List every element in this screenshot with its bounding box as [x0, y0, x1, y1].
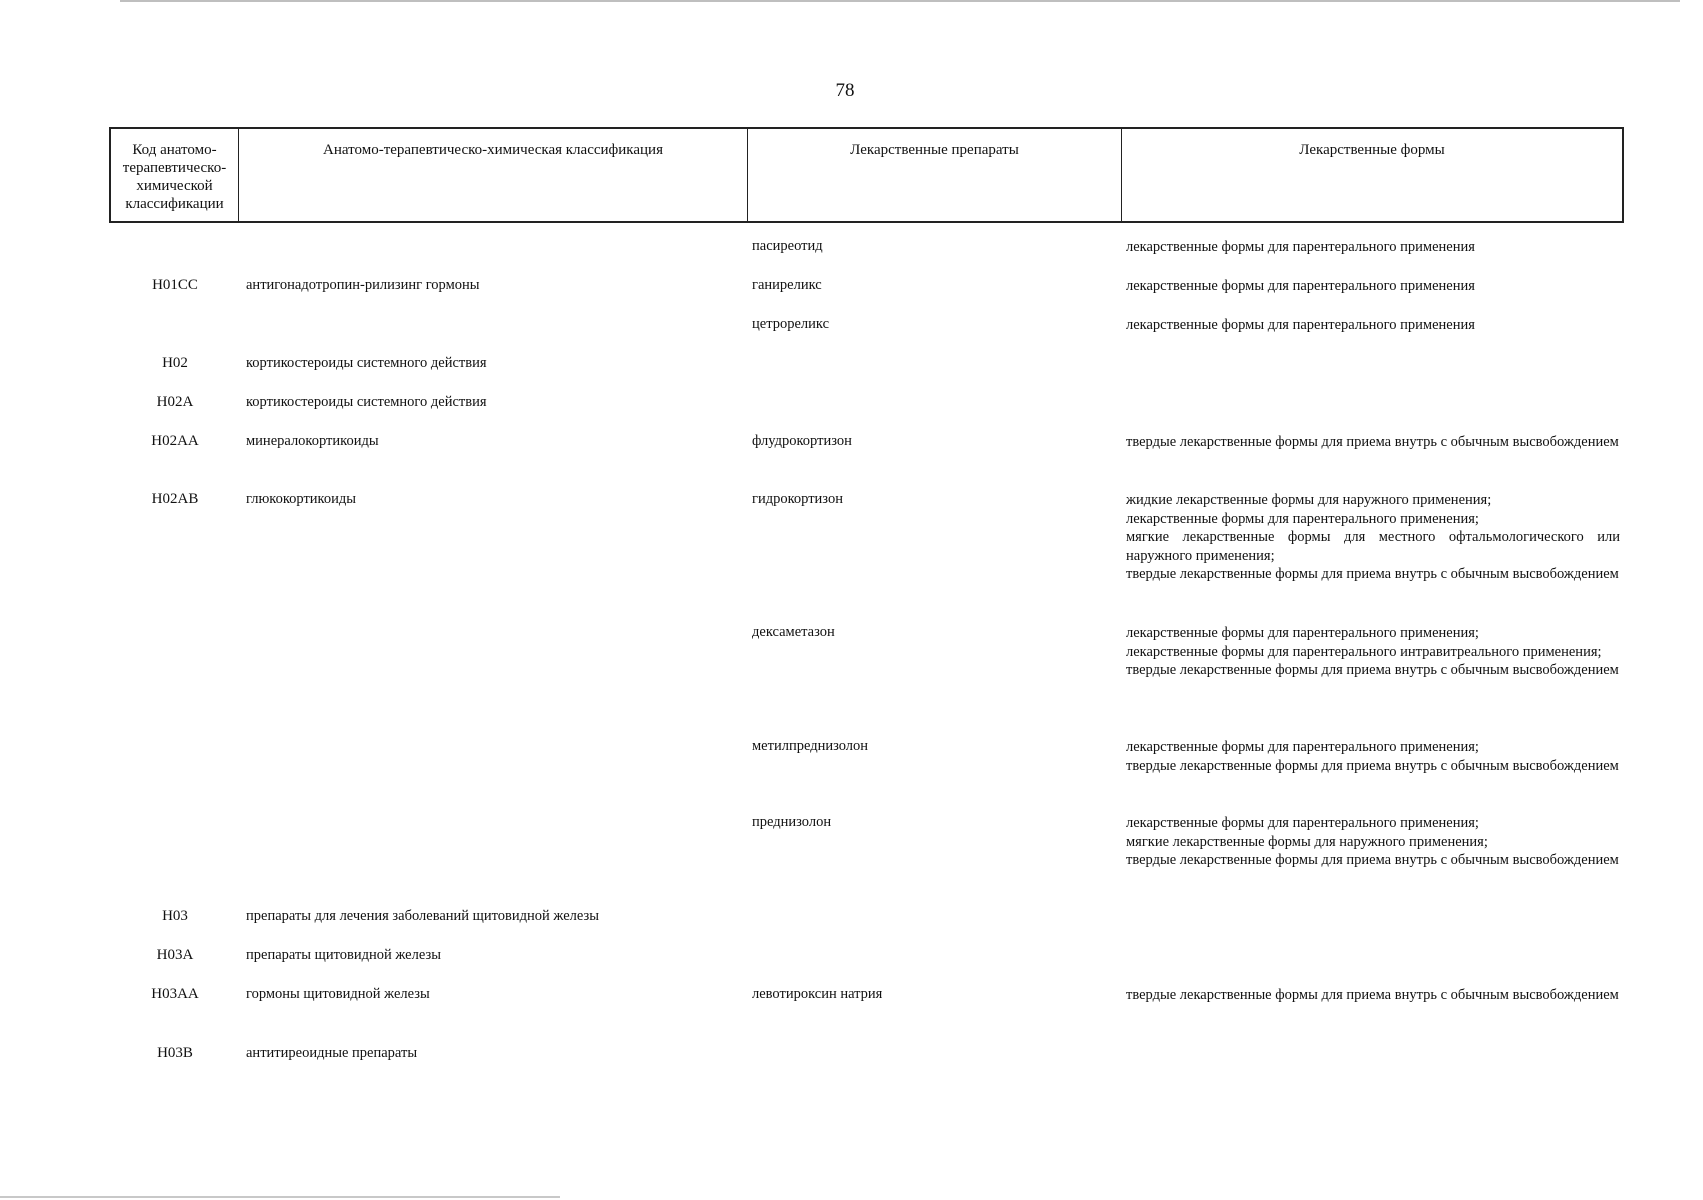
header-forms: Лекарственные формы [1299, 142, 1445, 158]
dosage-form-item: лекарственные формы для парентерального применения; [1126, 510, 1479, 527]
atc-code: H03 [162, 908, 188, 924]
drug-name: гидрокортизон [752, 491, 843, 507]
dosage-forms [1126, 814, 1620, 870]
dosage-form-item: лекарственные формы для парентерального интравитреального применения; [1126, 643, 1602, 660]
dosage-forms [1126, 316, 1620, 335]
atc-code: H03A [156, 947, 194, 963]
atc-code: H02AB [151, 491, 199, 507]
dosage-form-item: лекарственные формы для парентерального применения [1126, 239, 1475, 255]
dosage-forms [1126, 433, 1620, 452]
atc-classification: препараты для лечения заболеваний щитовидной железы [246, 908, 599, 924]
atc-classification: кортикостероиды системного действия [246, 394, 487, 410]
dosage-form-item: лекарственные формы для парентерального применения [1126, 278, 1475, 294]
atc-classification: глюкокортикоиды [246, 491, 356, 507]
atc-code: H03B [157, 1045, 193, 1061]
page-number: 78 [835, 80, 855, 101]
dosage-forms [1126, 986, 1620, 1005]
dosage-form-item: твердые лекарственные формы для приема внутрь с обычным высвобождением [1126, 757, 1619, 774]
dosage-forms [1126, 738, 1620, 775]
dosage-forms [1126, 491, 1620, 584]
header-drugs: Лекарственные препараты [748, 129, 1122, 221]
drug-name: метилпреднизолон [752, 738, 869, 754]
dosage-form-item: твердые лекарственные формы для приема внутрь с обычным высвобождением [1126, 852, 1619, 868]
atc-code: H02AA [151, 433, 199, 449]
atc-classification: препараты щитовидной железы [246, 947, 441, 963]
dosage-form-item: лекарственные формы для парентерального применения; [1126, 815, 1479, 831]
dosage-form-item: твердые лекарственные формы для приема внутрь с обычным высвобождением [1126, 662, 1619, 678]
atc-classification: минералокортикоиды [246, 433, 379, 449]
scan-edge-bottom [0, 1196, 560, 1198]
drug-name: пасиреотид [752, 238, 823, 254]
dosage-form-item: лекарственные формы для парентерального применения; [1126, 739, 1479, 755]
atc-code: H03AA [151, 986, 199, 1002]
atc-classification: антигонадотропин-рилизинг гормоны [246, 277, 480, 293]
dosage-forms [1126, 238, 1620, 257]
drug-name: левотироксин натрия [752, 986, 883, 1002]
dosage-form-item: лекарственные формы для парентерального применения [1126, 317, 1475, 333]
drug-name: флудрокортизон [752, 433, 852, 449]
drug-name: дексаметазон [752, 624, 835, 640]
dosage-form-item: жидкие лекарственные формы для наружного применения; [1126, 492, 1492, 508]
atc-classification: антитиреоидные препараты [246, 1045, 418, 1061]
atc-code: H02 [162, 355, 188, 371]
dosage-form-item: лекарственные формы для парентерального применения; [1126, 625, 1479, 641]
atc-classification: гормоны щитовидной железы [246, 986, 430, 1002]
dosage-forms [1126, 277, 1620, 296]
dosage-form-item: твердые лекарственные формы для приема внутрь с обычным высвобождением [1126, 566, 1619, 582]
dosage-form-item: твердые лекарственные формы для приема внутрь с обычным высвобождением [1126, 987, 1619, 1003]
header-classification: Анатомо-терапевтическо-химическая классификация [239, 129, 748, 221]
drug-name: цетрореликс [752, 316, 830, 332]
dosage-form-item: мягкие лекарственные формы для местного офтальмологического или наружного применения; [1126, 529, 1620, 564]
dosage-form-item: твердые лекарственные формы для приема внутрь с обычным высвобождением [1126, 434, 1619, 450]
table-header [109, 127, 1624, 223]
atc-classification: кортикостероиды системного действия [246, 355, 487, 371]
atc-code: H01CC [152, 277, 198, 293]
dosage-form-item: мягкие лекарственные формы для наружного применения; [1126, 833, 1488, 850]
drug-name: преднизолон [752, 814, 832, 830]
scan-edge-top [120, 0, 1680, 2]
dosage-forms [1126, 624, 1620, 680]
header-code: Код анатомо-терапевтическо-химической классификации [111, 129, 239, 221]
drug-name: ганиреликс [752, 277, 822, 293]
atc-code: H02A [156, 394, 194, 410]
